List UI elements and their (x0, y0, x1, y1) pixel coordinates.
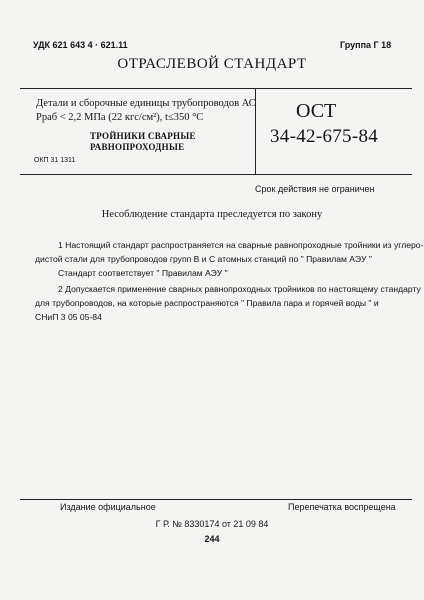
product-name-line-2: РАВНОПРОХОДНЫЕ (90, 142, 185, 152)
top-rule (20, 88, 412, 89)
paragraph-2-line-3: СНиП 3 05 05-84 (35, 312, 102, 322)
ost-label: ОСТ (296, 100, 337, 122)
document-title: ОТРАСЛЕВОЙ СТАНДАРТ (117, 56, 307, 72)
official-edition-note: Издание официальное (60, 502, 156, 512)
product-name-line-1: ТРОЙНИКИ СВАРНЫЕ (90, 131, 196, 141)
page-number: 244 (204, 534, 220, 544)
okp-code: ОКП 31 1311 (34, 157, 76, 164)
subject-line-1: Детали и сборочные единицы трубопроводов АС (36, 98, 256, 109)
paragraph-1-line-3: Стандарт соответствует " Правилам АЭУ " (58, 268, 228, 278)
ost-number: 34-42-675-84 (270, 126, 379, 147)
group-code: Группа Г 18 (340, 40, 392, 50)
subject-line-2: Рраб < 2,2 МПа (22 кгс/см²), t≤350 °С (36, 112, 204, 123)
paragraph-1-line-2: дистой стали для трубопроводов групп В и С атомных станций по " Правилам АЭУ " (35, 254, 372, 264)
validity-note: Срок действия не ограничен (255, 184, 375, 194)
reprint-prohibited-note: Перепечатка воспрещена (288, 502, 396, 512)
paragraph-1-line-1: 1 Настоящий стандарт распространяется на сварные равнопроходные тройники из углеро- (58, 240, 424, 250)
udk-code: УДК 621 643 4 · 621.11 (33, 40, 128, 50)
paragraph-2-line-2: для трубопроводов, на которые распространяются " Правила пара и горячей воды " и (35, 298, 379, 308)
footer-rule (20, 499, 412, 500)
bottom-rule (20, 174, 412, 175)
legal-warning: Несоблюдение стандарта преследуется по закону (101, 209, 323, 220)
registration-number: Г Р. № 8330174 от 21 09 84 (155, 519, 269, 529)
paragraph-2-line-1: 2 Допускается применение сварных равнопроходных тройников по настоящему стандарту (58, 284, 421, 294)
